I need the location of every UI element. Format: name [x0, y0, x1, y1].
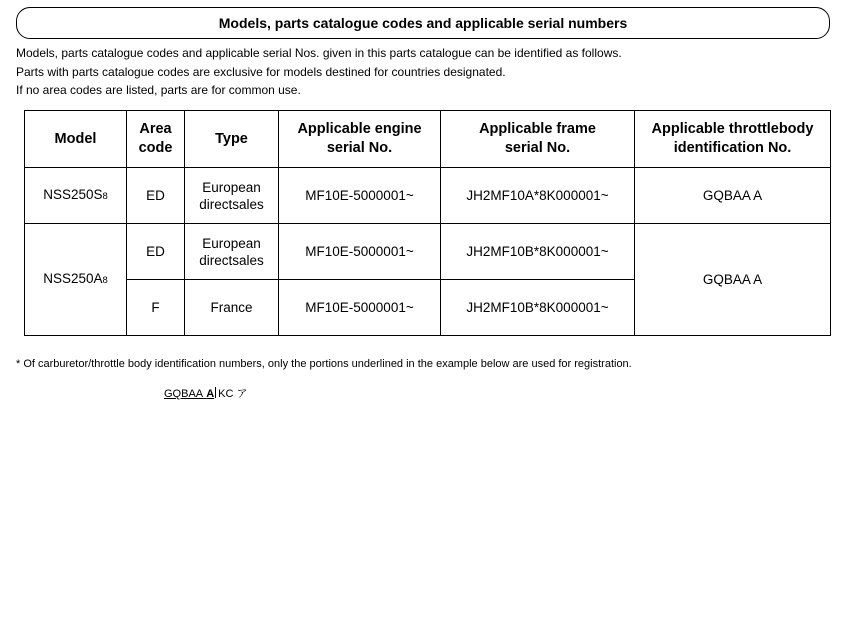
- throttlebody-id-cell: GQBAA A: [635, 224, 831, 336]
- type-cell: European directsales: [185, 168, 279, 224]
- area-code-cell: F: [127, 280, 185, 336]
- intro-text: [16, 44, 622, 100]
- intro-line-1: Models, parts catalogue codes and applicable serial Nos. given in this parts catalogue can be identified as follows.: [16, 46, 622, 60]
- identification-example: GQBAA A KC ア: [164, 388, 248, 400]
- header-type: Type: [185, 111, 279, 168]
- model-year-suffix: 8: [102, 191, 108, 202]
- type-cell: European directsales: [185, 224, 279, 280]
- example-divider: [215, 387, 216, 398]
- header-throttlebody-id: Applicable throttlebody identification No.: [635, 111, 831, 168]
- frame-serial-cell: JH2MF10B*8K000001~: [441, 224, 635, 280]
- engine-serial-cell: MF10E-5000001~: [279, 280, 441, 336]
- page-title-box: [16, 7, 830, 39]
- model-cell: NSS250A8: [25, 224, 127, 336]
- example-underlined-part: GQBAA A: [164, 388, 215, 400]
- intro-line-3: If no area codes are listed, parts are for common use.: [16, 83, 301, 97]
- throttlebody-id-cell: GQBAA A: [635, 168, 831, 224]
- header-engine-serial: Applicable engine serial No.: [279, 111, 441, 168]
- frame-serial-cell: JH2MF10B*8K000001~: [441, 280, 635, 336]
- engine-serial-cell: MF10E-5000001~: [279, 168, 441, 224]
- model-year-suffix: 8: [102, 275, 108, 286]
- engine-serial-cell: MF10E-5000001~: [279, 224, 441, 280]
- table-header-row: [25, 111, 831, 168]
- type-cell: France: [185, 280, 279, 336]
- header-model: Model: [25, 111, 127, 168]
- table-row: [25, 224, 831, 280]
- table-row: [25, 168, 831, 224]
- frame-serial-cell: JH2MF10A*8K000001~: [441, 168, 635, 224]
- models-table: [24, 110, 831, 336]
- header-frame-serial: Applicable frame serial No.: [441, 111, 635, 168]
- area-code-cell: ED: [127, 168, 185, 224]
- area-code-cell: ED: [127, 224, 185, 280]
- footnote: * Of carburetor/throttle body identification numbers, only the portions underlined in the example below are used for registration.: [16, 358, 632, 370]
- page-title: Models, parts catalogue codes and applicable serial numbers: [218, 15, 628, 31]
- header-area-code: Area code: [127, 111, 185, 168]
- intro-line-2: Parts with parts catalogue codes are exclusive for models destined for countries designated.: [16, 64, 506, 79]
- model-cell: NSS250S8: [25, 168, 127, 224]
